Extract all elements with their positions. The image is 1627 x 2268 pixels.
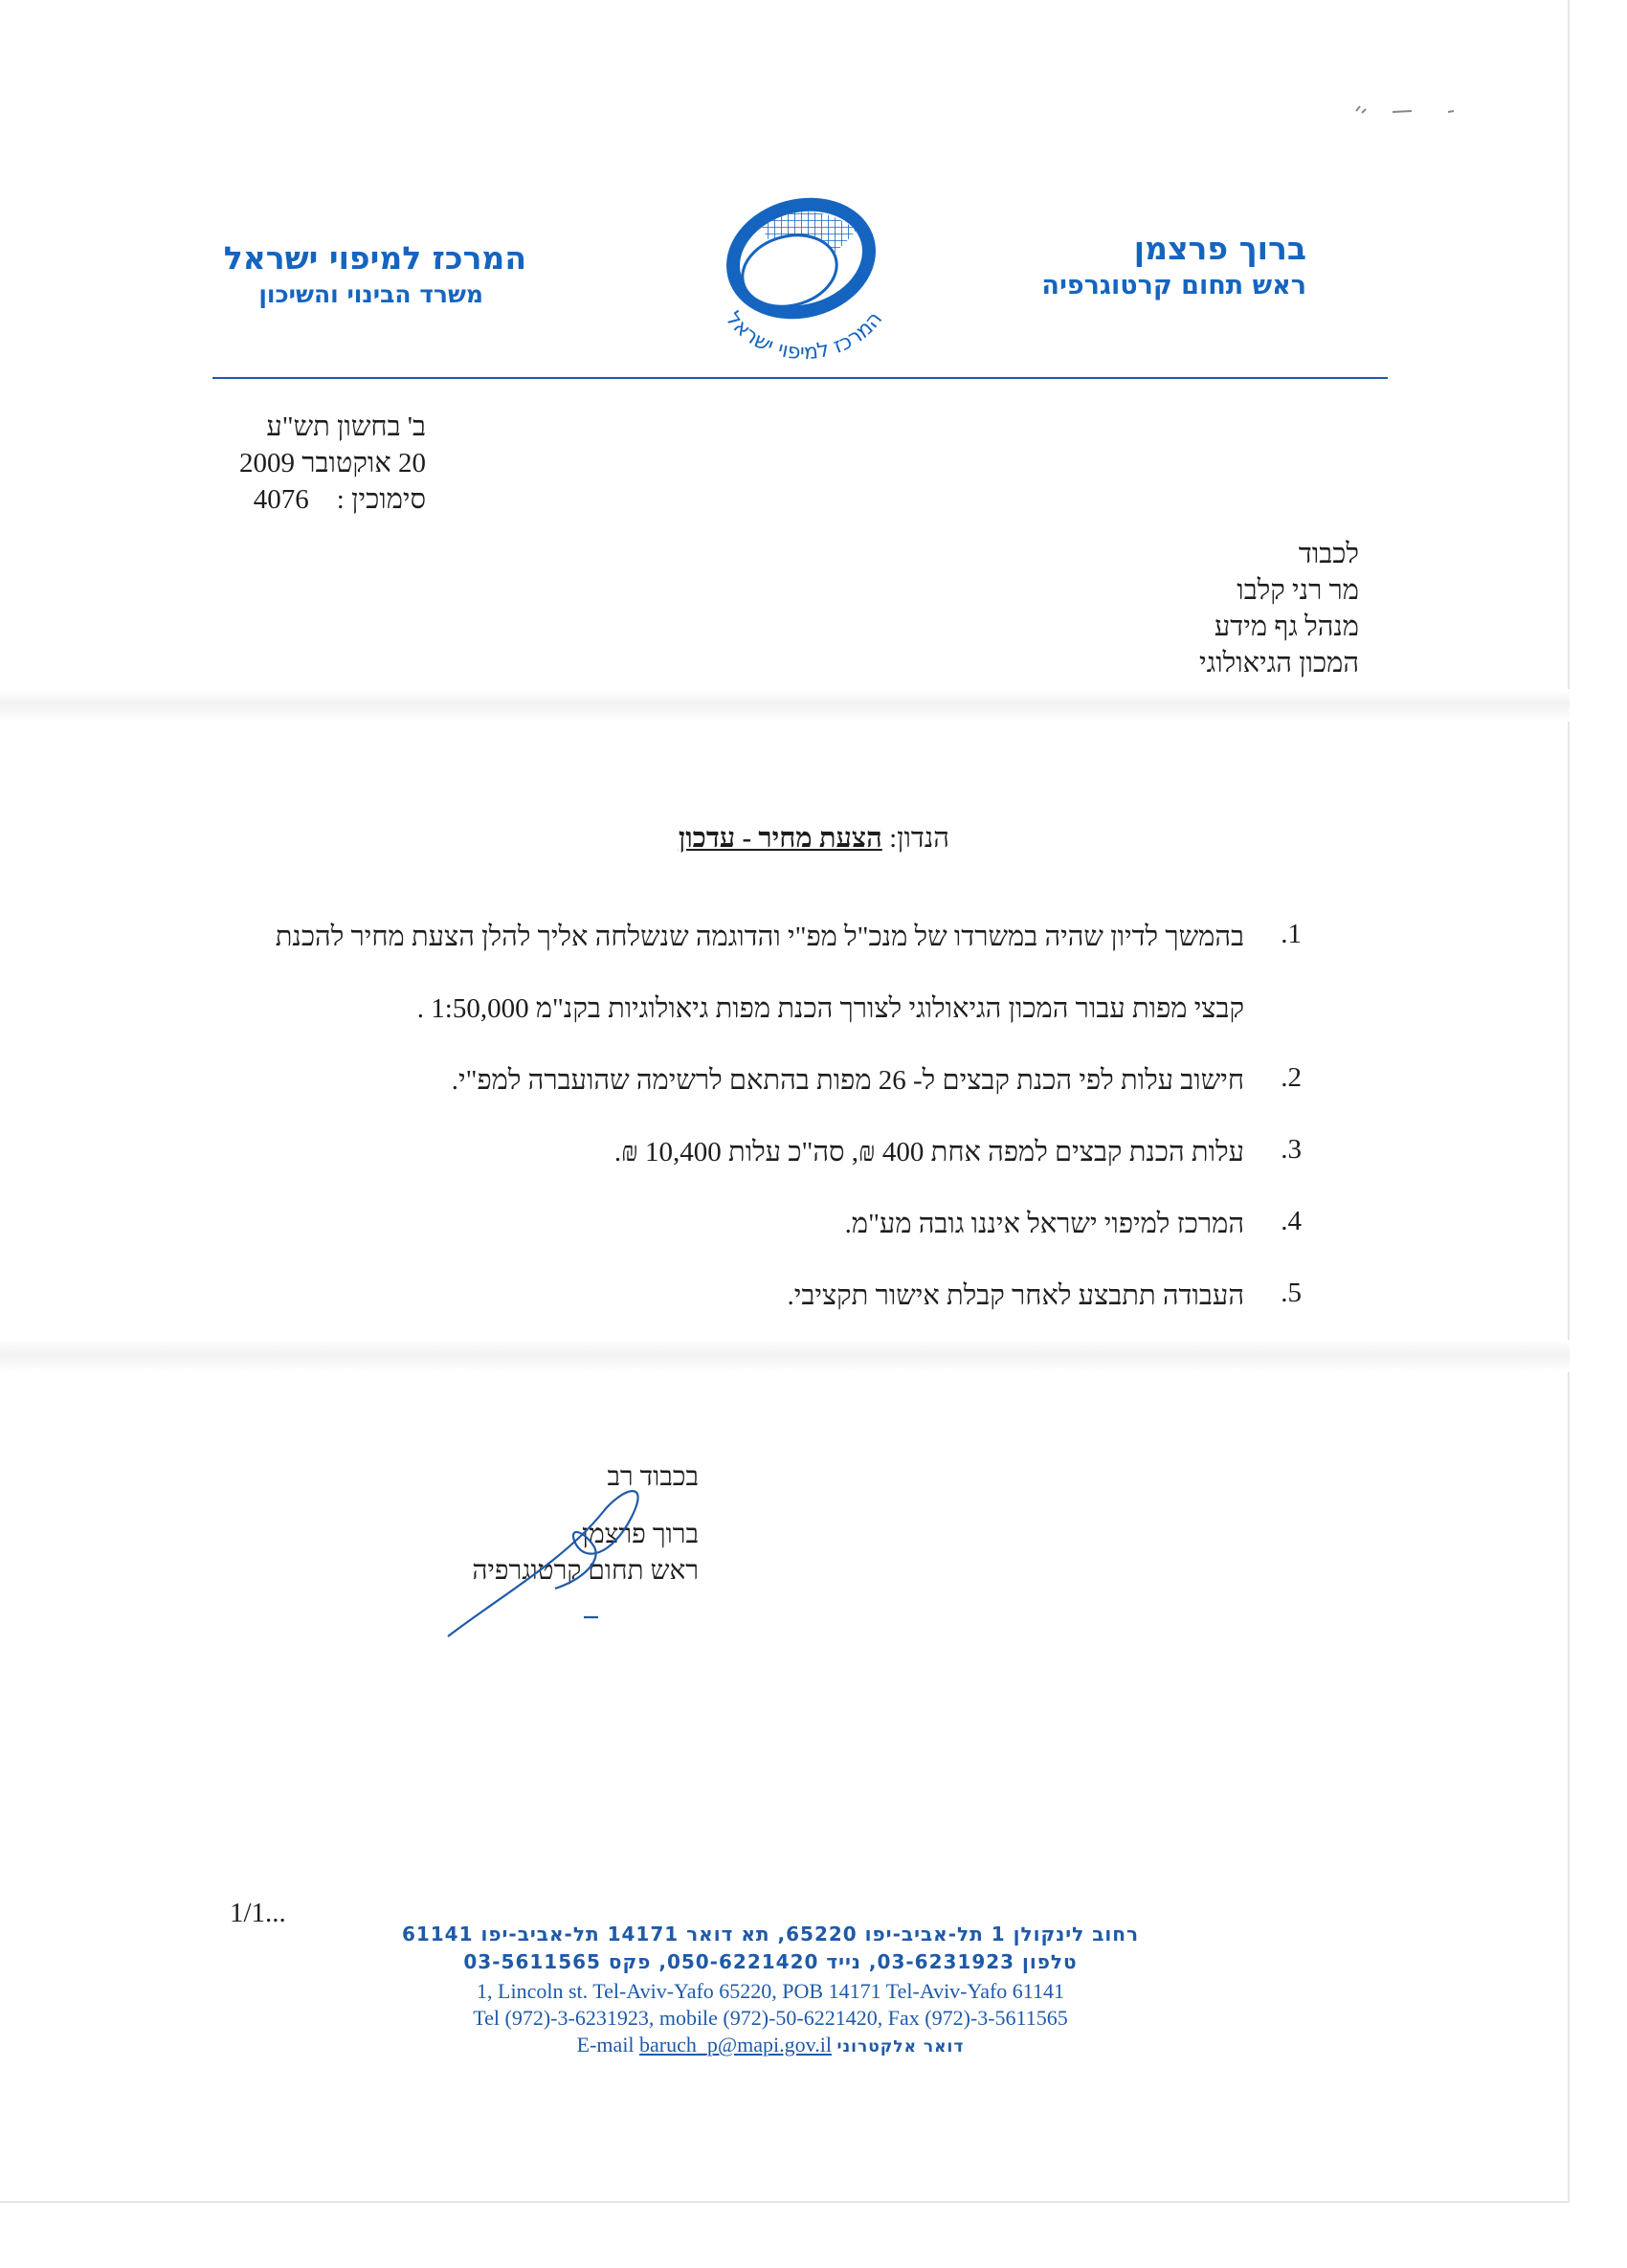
recipient-org: המכון הגיאולוגי xyxy=(1199,648,1359,678)
date-block xyxy=(239,409,426,518)
header-divider xyxy=(212,377,1388,379)
closing: בכבוד רב xyxy=(607,1462,699,1492)
footer-address-he: רחוב לינקולן 1 תל-אביב-יפו 65220, תא דואר 14171 תל-אביב-יפו 61141 xyxy=(401,1923,1140,1946)
reference: סימוכין : 4076 xyxy=(253,484,426,515)
list-item: 5. העבודה תתבצע לאחר קבלת אישור תקציבי. xyxy=(787,1278,1302,1311)
pen-marks xyxy=(1354,103,1460,117)
signer-title: ראש תחום קרטוגרפיה xyxy=(472,1556,699,1586)
fold-line xyxy=(0,1340,1570,1372)
footer-address-en: 1, Lincoln st. Tel-Aviv-Yafo 65220, POB 14171 Tel-Aviv-Yafo 61141 xyxy=(477,1979,1064,2003)
organization-logo xyxy=(694,187,914,364)
sender-title: ראש תחום קרטוגרפיה xyxy=(1041,271,1306,300)
list-item: 1. בהמשך לדיון שהיה במשרדו של מנכ"ל מפ"י והדוגמה שנשלחה אליך להלן הצעת מחיר להכנת קבצי מפות עבור המכון הגיאולוגי לצורך הכנת מפות גיאולוגיות בקנ"מ 1:50,000 . xyxy=(275,919,1302,1024)
recipient-role: מנהל גף מידע xyxy=(1214,611,1359,642)
gregorian-date: 20 אוקטובר 2009 xyxy=(239,448,426,478)
footer-email: E-mail baruch_p@mapi.gov.il דואר אלקטרוני xyxy=(576,2033,965,2057)
signer-name: ברוך פרצמן xyxy=(582,1520,699,1549)
hebrew-date: ב' בחשון תש"ע xyxy=(266,411,426,442)
org-name: המרכז למיפוי ישראל xyxy=(223,239,526,277)
logo-text: המרכז למיפוי ישראל xyxy=(720,307,888,364)
recipient-block xyxy=(1199,536,1359,681)
fold-line xyxy=(0,689,1570,722)
subject-line: הנדון: הצעת מחיר - עדכון xyxy=(678,823,949,854)
item-list xyxy=(258,919,1302,1314)
subject-text: הצעת מחיר - עדכון xyxy=(678,823,882,854)
sender-name: ברוך פרצמן xyxy=(1133,230,1306,267)
list-item: 4. המרכז למיפוי ישראל איננו גובה מע"מ. xyxy=(844,1206,1302,1239)
handwritten-signature xyxy=(440,1474,670,1646)
org-ministry: משרד הבינוי והשיכון xyxy=(258,280,483,308)
footer-phone-en: Tel (972)-3-6231923, mobile (972)-50-6221420, Fax (972)-3-5611565 xyxy=(473,2006,1068,2030)
recipient-name: מר רני קלבו xyxy=(1237,575,1359,606)
list-item: 3. עלות הכנת קבצים למפה אחת 400 ₪, סה"כ עלות 10,400 ₪. xyxy=(613,1134,1302,1167)
page-number: 1/1... xyxy=(230,1898,286,1928)
list-item: 2. חישוב עלות לפי הכנת קבצים ל- 26 מפות בהתאם לרשימה שהועברה למפ"י. xyxy=(451,1062,1302,1096)
footer-phone-he: טלפון 03-6231923, נייד 050-6221420, פקס 03-5611565 xyxy=(463,1950,1078,1973)
email-link[interactable]: baruch_p@mapi.gov.il xyxy=(639,2033,832,2057)
recipient-salutation: לכבוד xyxy=(1298,539,1359,569)
